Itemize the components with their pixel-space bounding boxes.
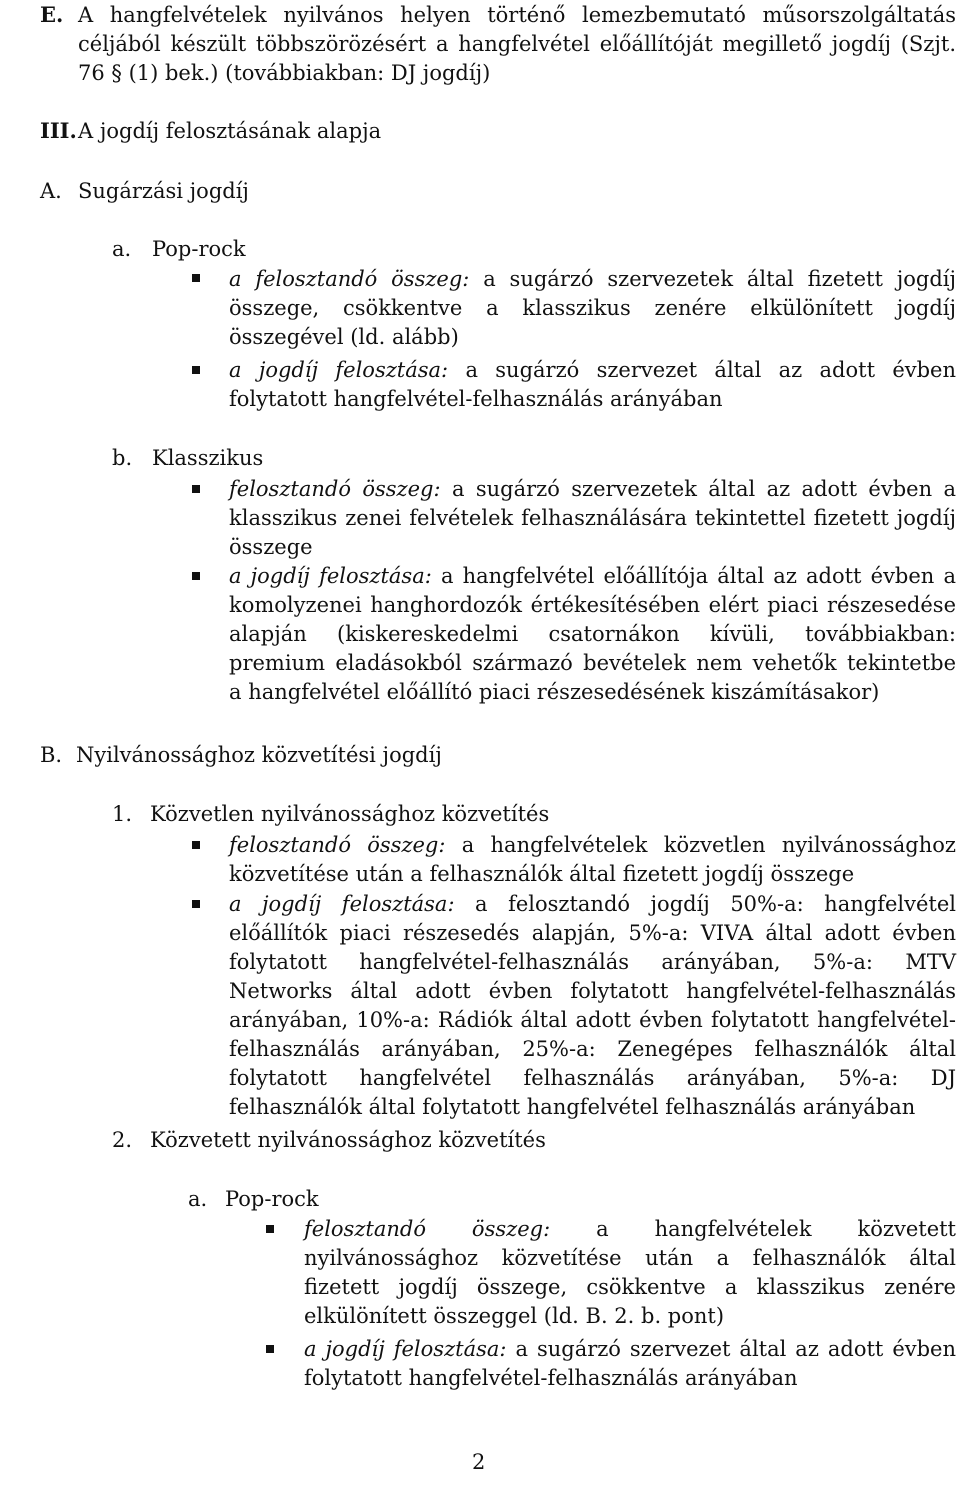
- b2-poprock-title: Pop-rock: [225, 1187, 319, 1211]
- section-iii-marker: III.: [40, 118, 77, 143]
- a-klasszikus-bullet-2-line-1: a jogdíj felosztása: a hangfelvétel előállítója által az adott évben a: [229, 564, 956, 588]
- b2-marker: 2.: [112, 1128, 133, 1152]
- a-poprock-bullet-1-line-3: összegével (ld. alább): [229, 325, 459, 349]
- section-e-line-1: A hangfelvételek nyilvános helyen történő lemezbemutató műsorszolgáltatás: [78, 3, 956, 27]
- b2-poprock-bullet-1-line-3: fizetett jogdíj összege, csökkentve a klasszikus zenére: [304, 1275, 956, 1299]
- a-poprock-marker: a.: [112, 237, 132, 261]
- bullet-icon: [192, 485, 200, 493]
- a-klasszikus-bullet-1-line-3: összege: [229, 535, 313, 559]
- b1-bullet-2-line-5: arányában, 10%-a: Rádiók által adott évben folytatott hangfelvétel-: [229, 1008, 956, 1032]
- b2-poprock-bullet-2-line-2: folytatott hangfelvétel-felhasználás arányában: [304, 1366, 798, 1390]
- a-klasszikus-title: Klasszikus: [152, 446, 264, 470]
- a-klasszikus-bullet-1-line-1: felosztandó összeg: a sugárzó szervezetek által az adott évben a: [229, 477, 956, 501]
- a-poprock-bullet-1-line-1: a felosztandó összeg: a sugárzó szervezetek által fizetett jogdíj: [229, 267, 956, 291]
- bullet-icon: [266, 1225, 274, 1233]
- b1-bullet-2-line-6: felhasználás arányában, 25%-a: Zenegépes felhasználók által: [229, 1037, 956, 1061]
- b1-marker: 1.: [112, 802, 133, 826]
- a-klasszikus-marker: b.: [112, 446, 133, 470]
- bullet-icon: [192, 366, 200, 374]
- a-poprock-title: Pop-rock: [152, 237, 246, 261]
- b1-bullet-2-line-8: felhasználók által folytatott hangfelvétel felhasználás arányában: [229, 1095, 916, 1119]
- section-iii-title: A jogdíj felosztásának alapja: [78, 119, 382, 143]
- section-b-marker: B.: [40, 743, 63, 767]
- b2-poprock-bullet-2-line-1: a jogdíj felosztása: a sugárzó szervezet által az adott évben: [304, 1337, 957, 1361]
- section-e-marker: E.: [40, 2, 64, 27]
- a-poprock-bullet-2-line-1: a jogdíj felosztása: a sugárzó szervezet által az adott évben: [229, 358, 957, 382]
- section-e-line-2: céljából készült többszörözésért a hangfelvétel előállítóját megillető jogdíj (Szjt.: [78, 32, 956, 56]
- bullet-icon: [192, 841, 200, 849]
- b2-title: Közvetett nyilvánossághoz közvetítés: [150, 1128, 546, 1152]
- b1-bullet-1-line-1: felosztandó összeg: a hangfelvételek közvetlen nyilvánossághoz: [229, 833, 956, 857]
- a-klasszikus-bullet-2-line-3: alapján (kiskereskedelmi csatornákon kívüli, továbbiakban:: [229, 622, 956, 646]
- b1-bullet-2-line-3: folytatott hangfelvétel-felhasználás arányában, 5%-a: MTV: [229, 950, 956, 974]
- a-poprock-bullet-2-line-2: folytatott hangfelvétel-felhasználás arányában: [229, 387, 723, 411]
- bullet-icon: [192, 572, 200, 580]
- a-klasszikus-bullet-2-line-2: komolyzenei hanghordozók értékesítésében elért piaci részesedése: [229, 593, 956, 617]
- b1-bullet-2-line-4: Networks által adott évben folytatott hangfelvétel-felhasználás: [229, 979, 956, 1003]
- a-klasszikus-bullet-1-line-2: klasszikus zenei felvételek felhasználására tekintettel fizetett jogdíj: [229, 506, 956, 530]
- b2-poprock-bullet-1-line-4: elkülönített összeggel (ld. B. 2. b. pont): [304, 1304, 725, 1328]
- section-a-marker: A.: [40, 179, 62, 203]
- section-e-line-3: 76 § (1) bek.) (továbbiakban: DJ jogdíj): [78, 61, 491, 85]
- b2-poprock-bullet-1-line-1: felosztandó összeg: a hangfelvételek közvetett: [304, 1217, 956, 1241]
- section-b-title: Nyilvánossághoz közvetítési jogdíj: [76, 743, 442, 767]
- b1-bullet-1-line-2: közvetítése után a felhasználók által fizetett jogdíj összege: [229, 862, 855, 886]
- section-a-title: Sugárzási jogdíj: [78, 179, 249, 203]
- b1-bullet-2-line-7: folytatott hangfelvétel felhasználás arányában, 5%-a: DJ: [229, 1066, 956, 1090]
- b2-poprock-bullet-1-line-2: nyilvánossághoz közvetítése után a felhasználók által: [304, 1246, 956, 1270]
- a-poprock-bullet-1-line-2: összege, csökkentve a klasszikus zenére elkülönített jogdíj: [229, 296, 956, 320]
- bullet-icon: [192, 900, 200, 908]
- a-klasszikus-bullet-2-line-5: a hangfelvétel előállító piaci részesedésének kiszámításakor): [229, 680, 880, 704]
- b1-title: Közvetlen nyilvánossághoz közvetítés: [150, 802, 550, 826]
- page-number: 2: [472, 1450, 486, 1474]
- a-klasszikus-bullet-2-line-4: premium eladásokból származó bevételek nem vehetők tekintetbe: [229, 651, 956, 675]
- b1-bullet-2-line-1: a jogdíj felosztása: a felosztandó jogdíj 50%-a: hangfelvétel: [229, 892, 956, 916]
- b2-poprock-marker: a.: [188, 1187, 208, 1211]
- bullet-icon: [192, 274, 200, 282]
- b1-bullet-2-line-2: előállítók piaci részesedés alapján, 5%-a: VIVA által adott évben: [229, 921, 956, 945]
- bullet-icon: [266, 1345, 274, 1353]
